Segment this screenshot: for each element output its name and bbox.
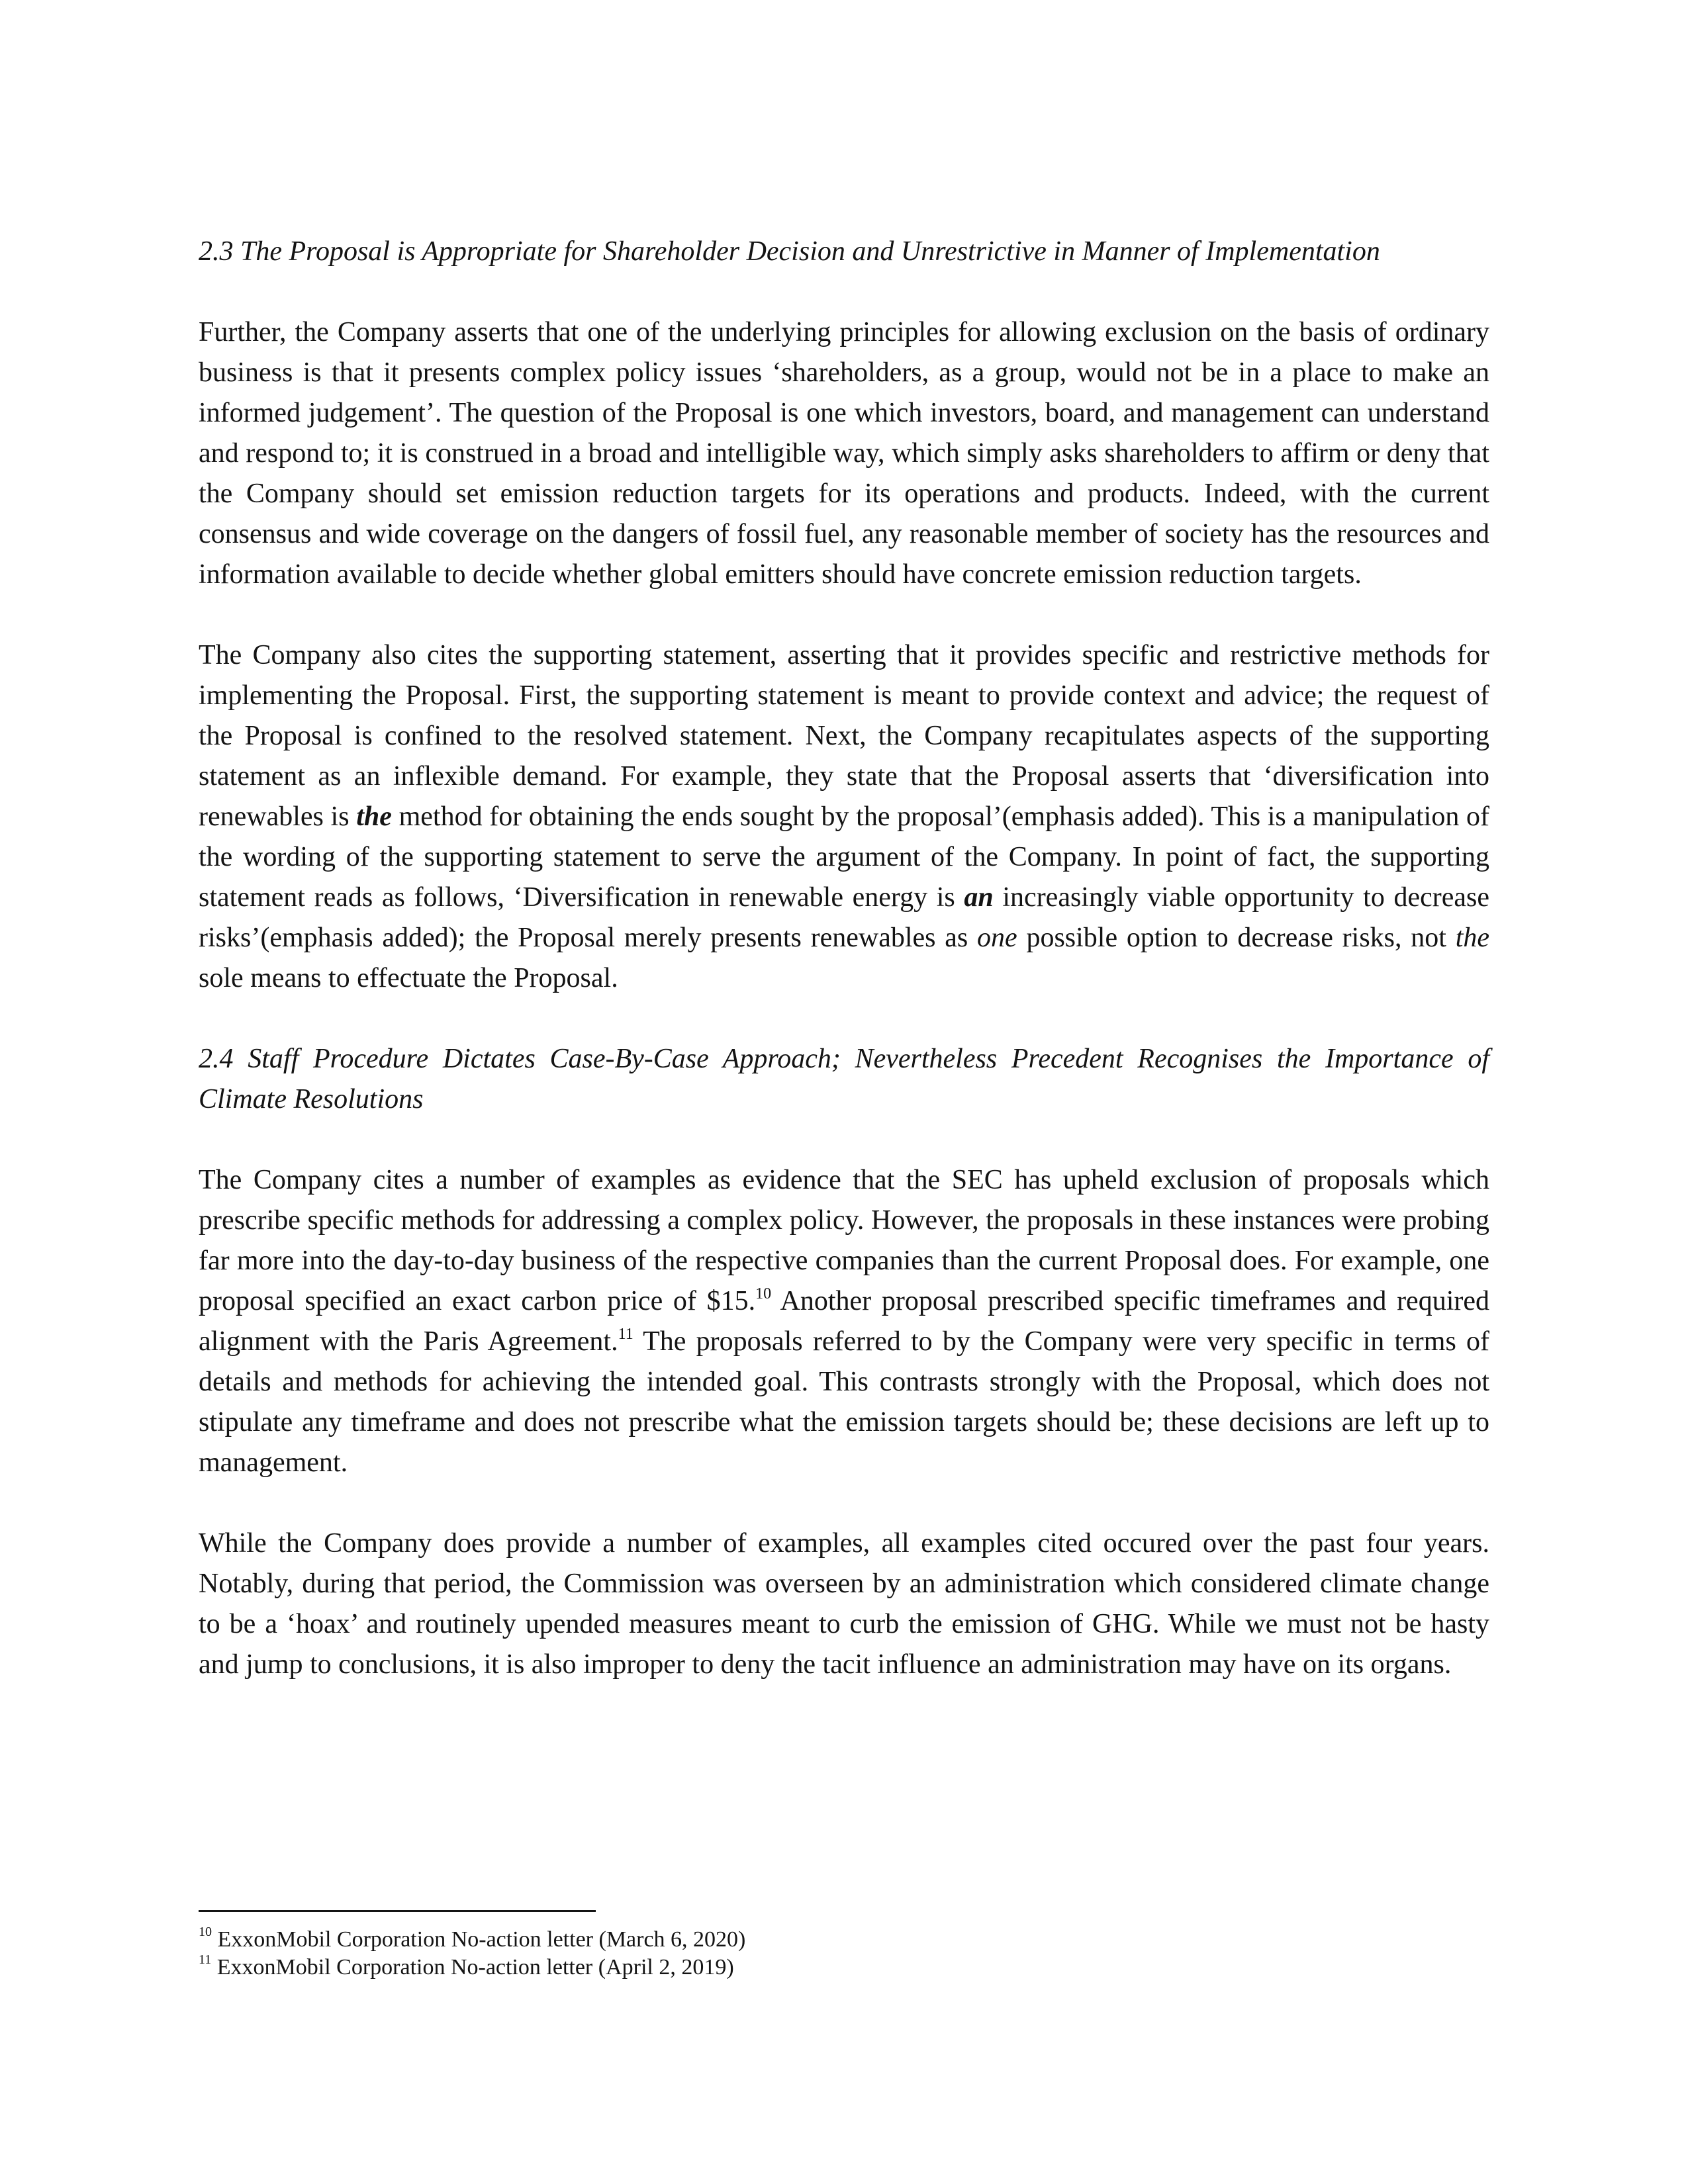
section-2-3-paragraph-2 — [199, 635, 1489, 999]
paragraph-text: possible option to decrease risks, not — [1017, 923, 1456, 953]
emphasis-text: an — [964, 882, 994, 913]
paragraph-text: sole means to effectuate the Proposal. — [199, 963, 618, 993]
footnote-text: ExxonMobil Corporation No-action letter (April 2, 2019) — [211, 1955, 734, 1979]
footnote-reference[interactable]: 10 — [755, 1285, 772, 1302]
paragraph-text: Another proposal prescribed specific timeframes and required alignment with the Paris Agreement. — [199, 1286, 1489, 1357]
footnote-number: 10 — [199, 1924, 212, 1939]
italic-text: the — [1455, 923, 1490, 953]
document-body — [199, 232, 1489, 1685]
paragraph-text: The Company also cites the supporting statement, asserting that it provides specific and restrictive methods for implementing the Proposal. First, the supporting statement is meant to provide context and advice; the request of the Proposal is confined to the resolved statement. Next, the Company recapitulates aspects of the supporting statement as an inflexible demand. For example, they state that the Proposal asserts that ‘diversification into renewables is — [199, 640, 1489, 832]
footnote-item — [199, 1926, 1489, 1954]
paragraph-text: The proposals referred to by the Company were very specific in terms of details and methods for achieving the intended goal. This contrasts strongly with the Proposal, which does not stipulate any timeframe and does not prescribe what the emission targets should be; these decisions are left up to management. — [199, 1326, 1489, 1478]
paragraph-text: method for obtaining the ends sought by the proposal’(emphasis added). This is a manipulation of the wording of the supporting statement to serve the argument of the Company. In point of fact, the supporting statement reads as follows, ‘Diversification in renewable energy is — [199, 801, 1489, 913]
paragraph-text: The Company cites a number of examples as evidence that the SEC has upheld exclusion of proposals which prescribe specific methods for addressing a complex policy. However, the proposals in these instances were probing far more into the day-to-day business of the respective companies than the current Proposal does. For example, one proposal specified an exact carbon price of $15. — [199, 1165, 1489, 1316]
section-2-4-heading: 2.4 Staff Procedure Dictates Case-By-Case Approach; Nevertheless Precedent Recognises the Importance of Climate Resolutions — [199, 1044, 1489, 1115]
footnote-item — [199, 1954, 1489, 1981]
section-2-3-heading: 2.3 The Proposal is Appropriate for Shareholder Decision and Unrestrictive in Manner of Implementation — [199, 236, 1380, 267]
emphasis-text: the — [356, 801, 392, 832]
section-2-4-paragraph-2: While the Company does provide a number of examples, all examples cited occured over the past four years. Notably, during that period, the Commission was overseen by an administration which considered climate change to be a ‘hoax’ and routinely upended measures meant to curb the emission of GHG. While we must not be hasty and jump to conclusions, it is also improper to deny the tacit influence an administration may have on its organs. — [199, 1528, 1489, 1680]
footnote-divider — [199, 1910, 596, 1912]
footnote-text: ExxonMobil Corporation No-action letter (March 6, 2020) — [212, 1927, 746, 1952]
footnotes — [199, 1926, 1489, 1981]
footnote-reference[interactable]: 11 — [618, 1326, 633, 1343]
paragraph-text: increasingly viable opportunity to decrease risks’(emphasis added); the Proposal merely presents renewables as — [199, 882, 1489, 953]
italic-text: one — [977, 923, 1017, 953]
section-2-4-paragraph-1 — [199, 1160, 1489, 1483]
footnote-number: 11 — [199, 1952, 212, 1967]
section-2-3-paragraph-1: Further, the Company asserts that one of the underlying principles for allowing exclusion on the basis of ordinary business is that it presents complex policy issues ‘shareholders, as a group, would not be in a place to make an informed judgement’. The question of the Proposal is one which investors, board, and management can understand and respond to; it is construed in a broad and intelligible way, which simply asks shareholders to affirm or deny that the Company should set emission reduction targets for its operations and products. Indeed, with the current consensus and wide coverage on the dangers of fossil fuel, any reasonable member of society has the resources and information available to decide whether global emitters should have concrete emission reduction targets. — [199, 317, 1489, 590]
